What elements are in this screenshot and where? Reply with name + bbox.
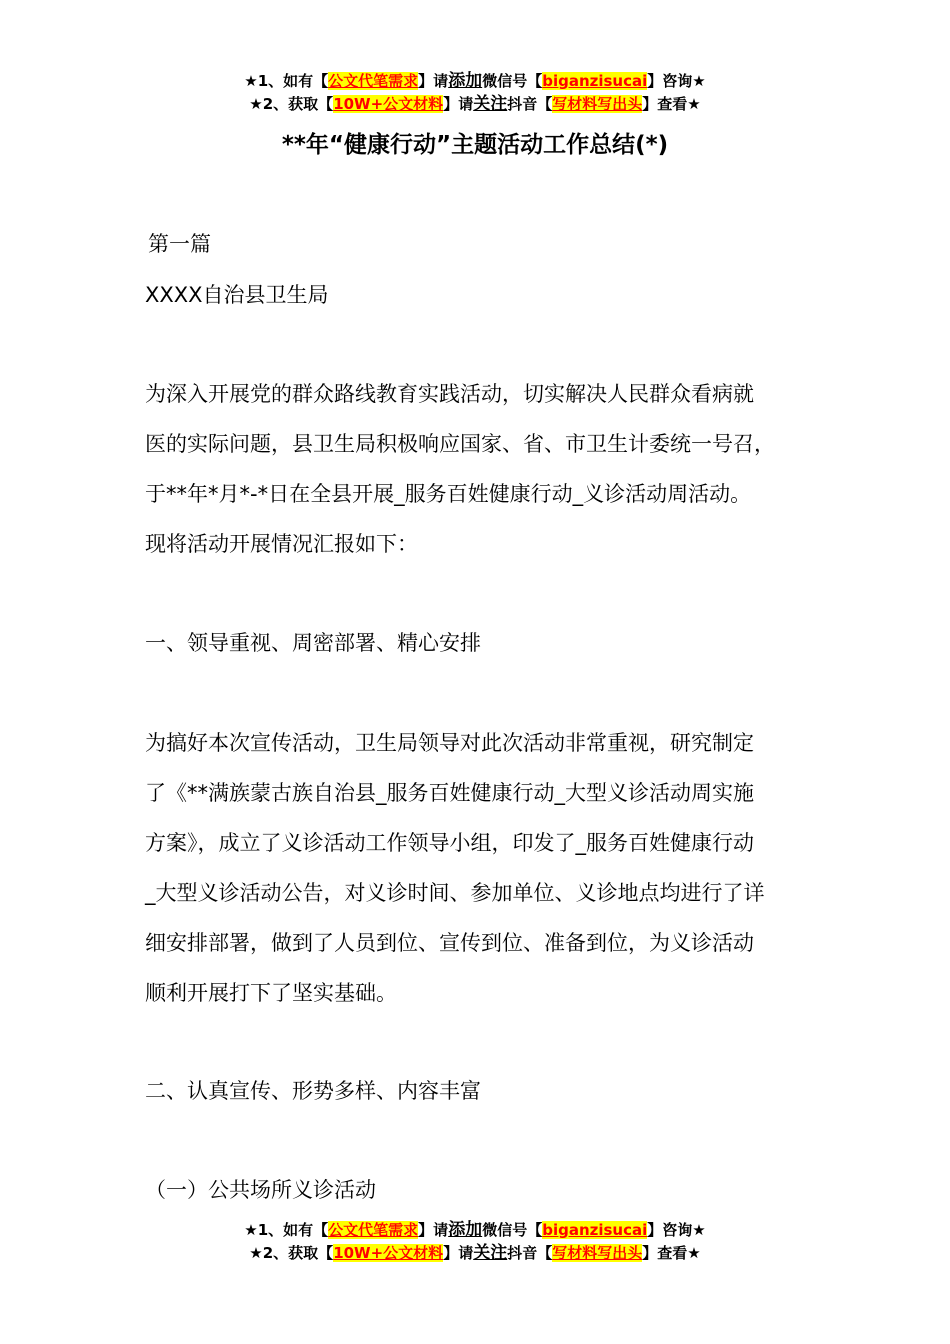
highlight-text: 10W+公文材料: [333, 95, 444, 113]
part-label: 第一篇: [148, 232, 211, 256]
document-title: **年“健康行动”主题活动工作总结(*): [281, 132, 669, 158]
banner-text: 微信号【: [482, 1221, 543, 1239]
emphasis-text: 关注: [473, 94, 508, 114]
banner-text: 】咨询★: [647, 72, 706, 90]
paragraph-line: 了《**满族蒙古族自治县_服务百姓健康行动_大型义诊活动周实施: [145, 781, 754, 805]
intro-paragraph: [145, 369, 845, 569]
banner-text: 】查看★: [642, 1244, 701, 1262]
paragraph-line: 现将活动开展情况汇报如下：: [145, 532, 418, 556]
subsection-heading-1: （一）公共场所义诊活动: [145, 1178, 376, 1202]
banner-text: 抖音【: [507, 95, 553, 113]
banner-text: ★1、如有【: [244, 1221, 329, 1239]
paragraph-line: 方案》，成立了义诊活动工作领导小组，印发了_服务百姓健康行动: [145, 831, 754, 855]
banner-line-1: [0, 1219, 950, 1242]
banner-text: 】请: [418, 1221, 449, 1239]
highlight-text: biganzisucai: [542, 72, 648, 90]
highlight-text: 10W+公文材料: [333, 1244, 444, 1262]
banner-line-2: [0, 93, 950, 116]
highlight-text: biganzisucai: [542, 1221, 648, 1239]
organization-name: XXXX自治县卫生局: [145, 283, 329, 307]
banner-text: 微信号【: [482, 72, 543, 90]
banner-line-2: [0, 1242, 950, 1265]
highlight-text: 公文代笔需求: [328, 72, 419, 90]
highlight-text: 写材料写出头: [552, 95, 643, 113]
banner-text: 】咨询★: [647, 1221, 706, 1239]
paragraph-line: 为搞好本次宣传活动，卫生局领导对此次活动非常重视，研究制定: [145, 731, 754, 755]
banner-line-1: [0, 70, 950, 93]
highlight-text: 写材料写出头: [552, 1244, 643, 1262]
paragraph-line: 顺利开展打下了坚实基础。: [145, 981, 397, 1005]
banner-text: ★1、如有【: [244, 72, 329, 90]
banner-text: 抖音【: [507, 1244, 553, 1262]
banner-text: 】请: [443, 1244, 474, 1262]
highlight-text: 公文代笔需求: [328, 1221, 419, 1239]
banner-text: ★2、获取【: [249, 1244, 334, 1262]
section-heading-2: 二、认真宣传、形势多样、内容丰富: [145, 1079, 481, 1103]
emphasis-text: 关注: [473, 1243, 508, 1263]
section-heading-1: 一、领导重视、周密部署、精心安排: [145, 631, 481, 655]
section-1-paragraph: [145, 718, 845, 1018]
banner-text: 】请: [443, 95, 474, 113]
banner-text: 】查看★: [642, 95, 701, 113]
header-banner: [0, 70, 950, 116]
emphasis-text: 添加: [448, 71, 483, 91]
paragraph-line: 细安排部署，做到了人员到位、宣传到位、准备到位，为义诊活动: [145, 931, 754, 955]
banner-text: ★2、获取【: [249, 95, 334, 113]
emphasis-text: 添加: [448, 1220, 483, 1240]
paragraph-line: 医的实际问题，县卫生局积极响应国家、省、市卫生计委统一号召，: [145, 432, 775, 456]
footer-banner: [0, 1219, 950, 1265]
paragraph-line: 于**年*月*-*日在全县开展_服务百姓健康行动_义诊活动周活动。: [145, 482, 752, 506]
banner-text: 】请: [418, 72, 449, 90]
paragraph-line: 为深入开展党的群众路线教育实践活动，切实解决人民群众看病就: [145, 382, 754, 406]
paragraph-line: _大型义诊活动公告，对义诊时间、参加单位、义诊地点均进行了详: [145, 881, 765, 905]
